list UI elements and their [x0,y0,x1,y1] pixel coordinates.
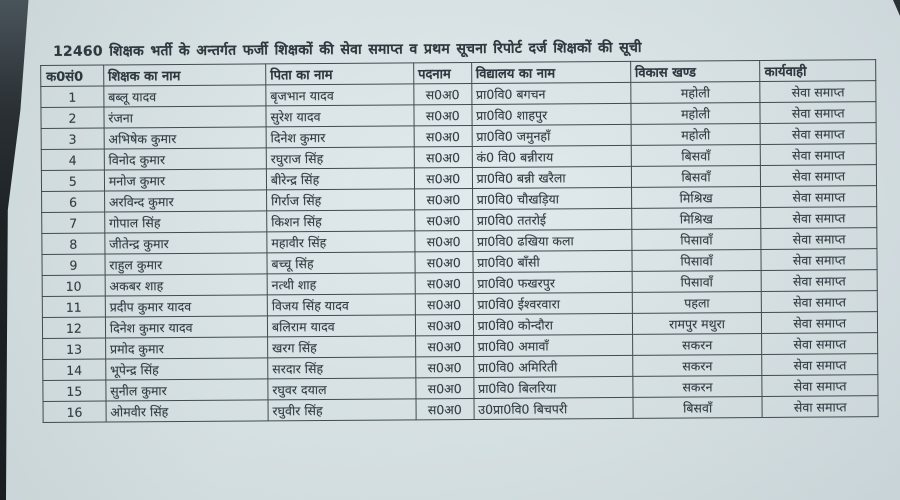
cell-sn: 14 [43,359,106,380]
cell-block: मिश्रिख [631,186,761,208]
cell-action: सेवा समाप्त [762,291,878,313]
cell-teacher: मनोज कुमार [104,169,266,191]
cell-teacher: गोपाल सिंह [105,211,267,233]
cell-teacher: अकबर शाह [105,274,267,296]
cell-designation: स0अ0 [415,335,473,356]
cell-designation: स0अ0 [415,230,473,251]
cell-block: बिसवाँ [633,396,763,418]
cell-designation: स0अ0 [415,293,473,314]
cell-action: सेवा समाप्त [761,249,877,271]
column-header-father: पिता का नाम [266,63,414,85]
cell-designation: स0अ0 [414,167,472,188]
cell-block: महोली [631,123,761,145]
cell-action: सेवा समाप्त [760,81,876,103]
cell-teacher: अरविन्द कुमार [104,190,266,212]
column-header-sn: क0सं0 [41,65,104,86]
cell-teacher: जीतेन्द्र कुमार [105,232,267,254]
cell-action: सेवा समाप्त [762,312,878,334]
cell-sn: 1 [41,86,104,107]
cell-designation: स0अ0 [414,83,472,104]
cell-school: प्रा0वि0 जमुनहाँ [472,124,631,146]
teachers-table [40,59,878,423]
cell-action: सेवा समाप्त [760,102,876,124]
cell-block: सकरन [632,333,762,355]
cell-action: सेवा समाप्त [761,186,877,208]
cell-sn: 2 [41,107,104,128]
cell-father: बच्चू सिंह [267,252,415,274]
cell-block: पिसावाँ [632,249,762,271]
cell-father: बीरेन्द्र सिंह [266,168,414,190]
cell-action: सेवा समाप्त [761,123,877,145]
cell-action: सेवा समाप्त [762,333,878,355]
cell-father: गिर्राज सिंह [266,189,414,211]
cell-block: रामपुर मथुरा [632,312,762,334]
scan-corner-shadow [893,0,900,16]
cell-teacher: दिनेश कुमार यादव [105,316,267,338]
column-header-designation: पदनाम [414,62,472,83]
cell-teacher: सुनील कुमार [106,379,268,401]
cell-block: बिसवाँ [631,144,761,166]
cell-father: विजय सिंह यादव [267,294,415,316]
cell-action: सेवा समाप्त [762,375,878,397]
cell-sn: 9 [42,254,105,275]
cell-action: सेवा समाप्त [761,228,877,250]
cell-sn: 4 [41,149,104,170]
cell-block: पहला [632,291,762,313]
cell-sn: 3 [41,128,104,149]
cell-father: सरदार सिंह [268,357,416,379]
cell-designation: स0अ0 [416,356,474,377]
cell-father: रघुराज सिंह [266,147,414,169]
cell-school: प्रा0वि0 बगचन [471,82,630,104]
cell-sn: 10 [42,275,105,296]
cell-sn: 12 [42,317,105,338]
cell-father: महावीर सिंह [267,231,415,253]
cell-father: नत्थी शाह [267,273,415,295]
cell-father: सुरेश यादव [266,105,414,127]
cell-father: बृजभान यादव [266,84,414,106]
cell-designation: स0अ0 [414,188,472,209]
cell-designation: स0अ0 [415,272,473,293]
cell-teacher: प्रदीप कुमार यादव [105,295,267,317]
cell-block: महोली [631,102,761,124]
cell-sn: 7 [42,212,105,233]
cell-school: प्रा0वि0 फखरपुर [473,271,632,293]
cell-school: प्रा0वि0 ढखिया कला [472,229,631,251]
cell-sn: 5 [41,170,104,191]
cell-sn: 11 [42,296,105,317]
cell-school: प्रा0वि0 बाँसी [473,250,632,272]
cell-sn: 6 [42,191,105,212]
cell-school: प्रा0वि0 ईश्वरवारा [473,292,632,314]
cell-school: प्रा0वि0 ततरोई [472,208,631,230]
cell-school: प्रा0वि0 शाहपुर [472,103,631,125]
cell-father: दिनेश कुमार [266,126,414,148]
cell-school: प्रा0वि0 अमिरिती [473,355,632,377]
cell-block: सकरन [633,375,763,397]
cell-school: प्रा0वि0 चौखड़िया [472,187,631,209]
column-header-block: विकास खण्ड [630,60,760,82]
cell-designation: स0अ0 [415,209,473,230]
cell-block: सकरन [632,354,762,376]
cell-teacher: भूपेन्द्र सिंह [106,358,268,380]
document-title: 12460 शिक्षक भर्ती के अन्तर्गत फर्जी शिक्षकों की सेवा समाप्त व प्रथम सूचना रिपोर्ट दर्ज शिक्षकों की सूची [53,39,642,60]
cell-school: प्रा0वि0 बिलरिया [473,376,632,398]
table-body [41,81,878,423]
column-header-action: कार्यवाही [760,60,876,82]
cell-father: रघुवर दयाल [268,378,416,400]
cell-block: महोली [631,81,761,103]
cell-designation: स0अ0 [416,398,474,419]
cell-teacher: ओमवीर सिंह [106,400,268,422]
scan-edge-shadow [0,0,30,500]
cell-school: प्रा0वि0 बन्नी खरैला [472,166,631,188]
cell-sn: 8 [42,233,105,254]
cell-block: मिश्रिख [631,207,761,229]
cell-designation: स0अ0 [416,377,474,398]
cell-action: सेवा समाप्त [762,270,878,292]
cell-teacher: बब्लू यादव [104,85,266,107]
cell-teacher: राहुल कुमार [105,253,267,275]
cell-designation: स0अ0 [414,146,472,167]
cell-sn: 15 [43,380,106,401]
cell-sn: 16 [43,401,106,422]
cell-father: किशन सिंह [267,210,415,232]
cell-teacher: प्रमोद कुमार [105,337,267,359]
cell-block: बिसवाँ [631,165,761,187]
cell-father: खरग सिंह [268,336,416,358]
column-header-school: विद्यालय का नाम [471,61,630,83]
cell-father: बलिराम यादव [267,315,415,337]
column-header-teacher: शिक्षक का नाम [103,64,265,86]
cell-teacher: रंजना [104,106,266,128]
cell-designation: स0अ0 [414,125,472,146]
cell-designation: स0अ0 [415,314,473,335]
cell-school: उ0प्रा0वि0 बिचपरी [474,397,633,419]
cell-father: रघुवीर सिंह [268,399,416,421]
document-content [40,36,881,423]
cell-block: पिसावाँ [632,228,762,250]
cell-designation: स0अ0 [414,104,472,125]
cell-teacher: अभिषेक कुमार [104,127,266,149]
cell-action: सेवा समाप्त [761,207,877,229]
cell-action: सेवा समाप्त [762,354,878,376]
cell-designation: स0अ0 [415,251,473,272]
cell-school: प्रा0वि0 कोन्दौरा [473,313,632,335]
cell-action: सेवा समाप्त [761,144,877,166]
table-row [43,396,878,423]
cell-teacher: विनोद कुमार [104,148,266,170]
cell-school: कं0 वि0 बन्नीराय [472,145,631,167]
cell-block: पिसावाँ [632,270,762,292]
cell-action: सेवा समाप्त [761,165,877,187]
cell-action: सेवा समाप्त [762,396,878,418]
cell-sn: 13 [43,338,106,359]
cell-school: प्रा0वि0 अमावाँ [473,334,632,356]
